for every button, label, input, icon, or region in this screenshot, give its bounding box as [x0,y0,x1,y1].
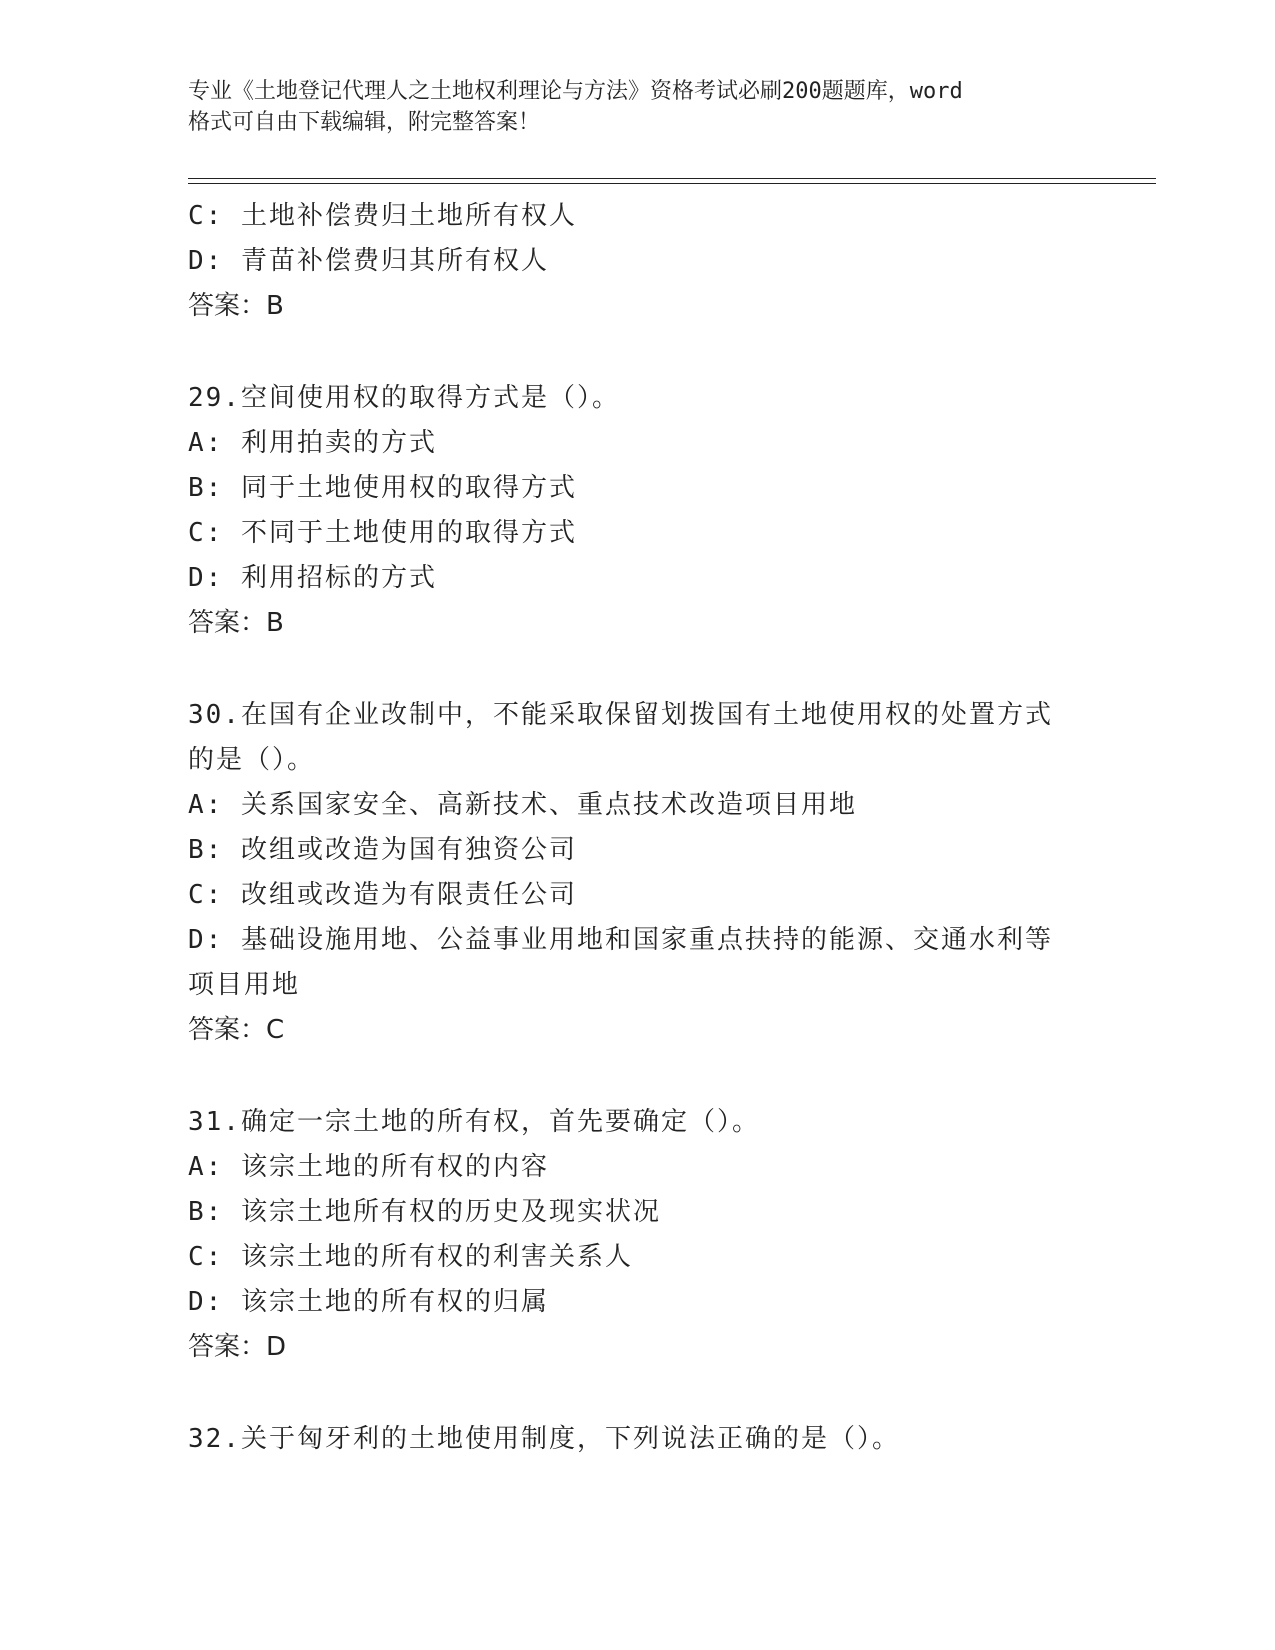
answer-line: 答案：D [188,1332,287,1362]
option-d-continued: 项目用地 [188,970,301,1000]
question-31 [188,1100,1088,1370]
option-c: C: 不同于土地使用的取得方式 [188,518,577,548]
question-30 [188,693,1088,1053]
option-d: D: 青苗补偿费归其所有权人 [188,246,549,276]
question-stem: 31.确定一宗土地的所有权，首先要确定（）。 [188,1107,760,1137]
spacer [188,329,1088,376]
header-divider-top [188,178,1156,179]
option-c: C: 土地补偿费归土地所有权人 [188,201,577,231]
option-d: D: 该宗土地的所有权的归属 [188,1287,549,1317]
option-c: C: 改组或改造为有限责任公司 [188,880,577,910]
question-32 [188,1417,1088,1462]
option-c: C: 该宗土地的所有权的利害关系人 [188,1242,633,1272]
answer-line: 答案：C [188,1015,285,1045]
option-a: A: 关系国家安全、高新技术、重点技术改造项目用地 [188,790,857,820]
answer-line: 答案：B [188,291,284,321]
question-stem-continued: 的是（）。 [188,745,316,775]
question-stem: 29.空间使用权的取得方式是（）。 [188,383,620,413]
question-content [188,194,1088,1462]
question-stem: 32.关于匈牙利的土地使用制度，下列说法正确的是（）。 [188,1424,900,1454]
option-a: A: 该宗土地的所有权的内容 [188,1152,549,1182]
header-line-2: 格式可自由下载编辑，附完整答案！ [188,110,541,135]
option-d: D: 利用招标的方式 [188,563,437,593]
question-29 [188,376,1088,646]
option-d: D: 基础设施用地、公益事业用地和国家重点扶持的能源、交通水利等 [188,925,1053,955]
option-b: B: 改组或改造为国有独资公司 [188,835,577,865]
answer-line: 答案：B [188,608,284,638]
option-b: B: 该宗土地所有权的历史及现实状况 [188,1197,661,1227]
document-header [188,76,1068,138]
header-divider-bottom [188,183,1156,184]
question-stem: 30.在国有企业改制中，不能采取保留划拨国有土地使用权的处置方式 [188,700,1053,730]
header-line-1: 专业《土地登记代理人之土地权利理论与方法》资格考试必刷200题题库，word [188,79,963,104]
spacer [188,1053,1088,1100]
spacer [188,646,1088,693]
previous-question-tail [188,194,1088,329]
option-b: B: 同于土地使用权的取得方式 [188,473,577,503]
option-a: A: 利用拍卖的方式 [188,428,437,458]
spacer [188,1370,1088,1417]
